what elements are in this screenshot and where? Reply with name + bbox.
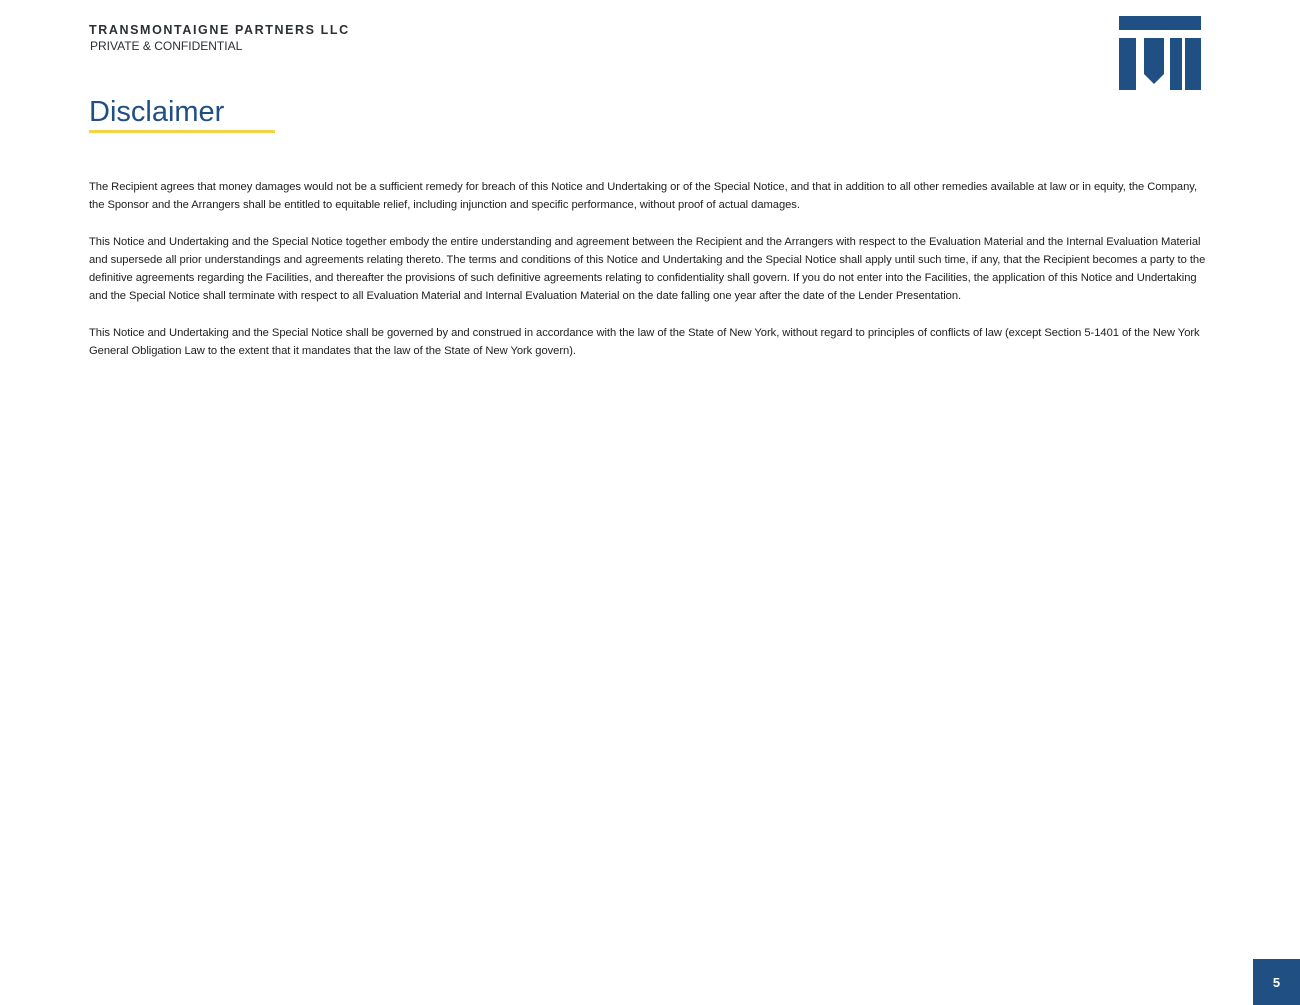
confidentiality-label: PRIVATE & CONFIDENTIAL [90,39,243,53]
page-number: 5 [1253,959,1300,1005]
title-underline [89,130,275,133]
document-header [89,22,350,54]
disclaimer-body [89,178,1207,379]
company-logo [1119,16,1201,90]
page-title: Disclaimer [89,96,225,128]
company-name: TRANSMONTAIGNE PARTNERS LLC [89,23,350,37]
disclaimer-paragraph: The Recipient agrees that money damages would not be a sufficient remedy for breach of this Notice and Undertaking or of the Special Notice, and that in addition to all other remedies available at law or in equity, the Company, the Sponsor and the Arrangers shall be entitled to equitable relief, including injunction and specific performance, without proof of actual damages. [89,181,1198,211]
disclaimer-paragraph: This Notice and Undertaking and the Special Notice together embody the entire understanding and agreement between the Recipient and the Arrangers with respect to the Evaluation Material and the Internal Evaluation Material and supersede all prior understandings and agreements relating thereto. The terms and conditions of this Notice and Undertaking and the Special Notice shall apply until such time, if any, that the Recipient becomes a party to the definitive agreements regarding the Facilities, and thereafter the provisions of such definitive agreements relating to confidentiality shall govern. If you do not enter into the Facilities, the application of this Notice and Undertaking and the Special Notice shall terminate with respect to all Evaluation Material and Internal Evaluation Material on the date falling one year after the date of the Lender Presentation. [89,236,1206,302]
disclaimer-paragraph: This Notice and Undertaking and the Special Notice shall be governed by and construed in accordance with the law of the State of New York, without regard to principles of conflicts of law (except Section 5-1401 of the New York General Obligation Law to the extent that it mandates that the law of the State of New York govern). [89,327,1200,357]
transmontaigne-tm-logo-icon [1119,16,1201,90]
